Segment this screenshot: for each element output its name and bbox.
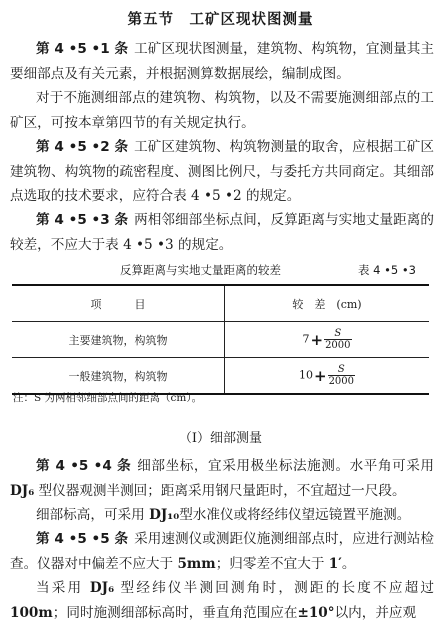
fraction <box>324 328 351 351</box>
paragraph-4-5-3 <box>10 208 434 257</box>
fraction-denominator: 2000 <box>328 376 355 387</box>
paragraph-angle <box>10 576 434 625</box>
paragraph-text: 以内，并应观 <box>334 604 417 621</box>
paragraph-text: 型仪器观测半测回；距离采用钢尺量距时，不宜超过一尺段。 <box>34 482 406 499</box>
clause-number: 第 4 •5 •2 条 <box>36 139 129 155</box>
value-zero-return: 1′ <box>328 555 342 572</box>
clause-number: 第 4 •5 •4 条 <box>36 458 132 474</box>
plus-sign: + <box>310 330 324 349</box>
row-item: 一般建筑物，构筑物 <box>12 358 225 395</box>
paragraph-text: 工矿区现状图测量，建筑物、构筑物，宜测量其主要细部点及有关元素，并根据测算数据展绘，编制成图。 <box>10 41 434 82</box>
paragraph-text: 工矿区建筑物、构筑物测量的取舍，应根据工矿区建筑物、构筑物的疏密程度、测图比例尺，与委托方共同商定。其细部点选取的技术要求，应符合表 4 •5 •2 的规定。 <box>10 139 434 204</box>
paragraph-text: 细部坐标，宜采用极坐标法施测。水平角可采用 <box>137 458 435 474</box>
row-tolerance <box>225 322 430 358</box>
paragraph-elevation <box>10 503 434 528</box>
table-header-row <box>12 285 429 322</box>
instrument-code: DJ₆ <box>89 580 115 596</box>
fraction-denominator: 2000 <box>325 340 351 351</box>
fraction <box>328 364 355 387</box>
paragraph-4-5-1 <box>10 37 434 86</box>
paragraph-4-5-2 <box>10 135 434 209</box>
value-vertical-angle: ±10° <box>297 604 335 621</box>
instrument-code: DJ₁₀ <box>149 507 180 523</box>
paragraph-text: 型经纬仪半测回测角时，测距的长度不应超过 <box>114 580 434 596</box>
paragraph-no-detail <box>10 86 434 135</box>
row-tolerance <box>225 358 430 395</box>
paragraph-text: 细部标高，可采用 <box>36 507 150 523</box>
fraction-numerator: S <box>324 328 351 340</box>
tolerance-base: 7 <box>302 332 310 346</box>
table-number: 表 4 •5 •3 <box>358 263 416 277</box>
paragraph-4-5-4 <box>10 454 434 503</box>
table-row <box>12 358 429 395</box>
paragraph-text: 对于不施测细部点的建筑物、构筑物，以及不需要施测细部点的工矿区，可按本章第四节的有关规定执行。 <box>10 90 434 131</box>
paragraph-text: 型水准仪或将经纬仪望远镜置平施测。 <box>179 507 411 523</box>
clause-number: 第 4 •5 •5 条 <box>36 531 129 547</box>
paragraph-text: 当采用 <box>36 580 90 596</box>
value-centering: 5mm <box>177 555 216 572</box>
tolerance-table <box>12 284 429 395</box>
header-tolerance: 较 差 (cm) <box>225 285 430 322</box>
table-caption: 反算距离与实地丈量距离的较差 <box>120 263 281 277</box>
value-distance: 100m <box>10 604 53 621</box>
tolerance-base: 10 <box>298 368 313 382</box>
table-row <box>12 322 429 358</box>
plus-sign: + <box>313 366 327 385</box>
instrument-code: DJ₆ <box>10 482 35 499</box>
clause-number: 第 4 •5 •1 条 <box>36 41 129 57</box>
header-item: 项 目 <box>12 285 225 322</box>
paragraph-text: 。 <box>341 555 356 572</box>
paragraph-text: 采用速测仪或测距仪施测细部点时，应进行测站检查。仪器对中偏差不应大于 <box>10 531 434 572</box>
paragraph-4-5-5 <box>10 527 434 576</box>
subsection-heading: （Ⅰ）细部测量 <box>178 431 263 446</box>
clause-number: 第 4 •5 •3 条 <box>36 212 129 228</box>
fraction-numerator: S <box>328 364 355 376</box>
section-title: 第五节 工矿区现状图测量 <box>127 12 314 28</box>
paragraph-text: 两相邻细部坐标点间，反算距离与实地丈量距离的较差，不应大于表 4 •5 •3 的规定。 <box>10 212 434 253</box>
paragraph-text: ；同时施测细部标高时，垂直角范围应在 <box>52 604 298 621</box>
paragraph-text: ；归零差不宜大于 <box>215 555 329 572</box>
row-item: 主要建筑物，构筑物 <box>12 322 225 358</box>
table-note: 注：S 为两相邻细部点间的距离（cm）。 <box>13 392 203 404</box>
